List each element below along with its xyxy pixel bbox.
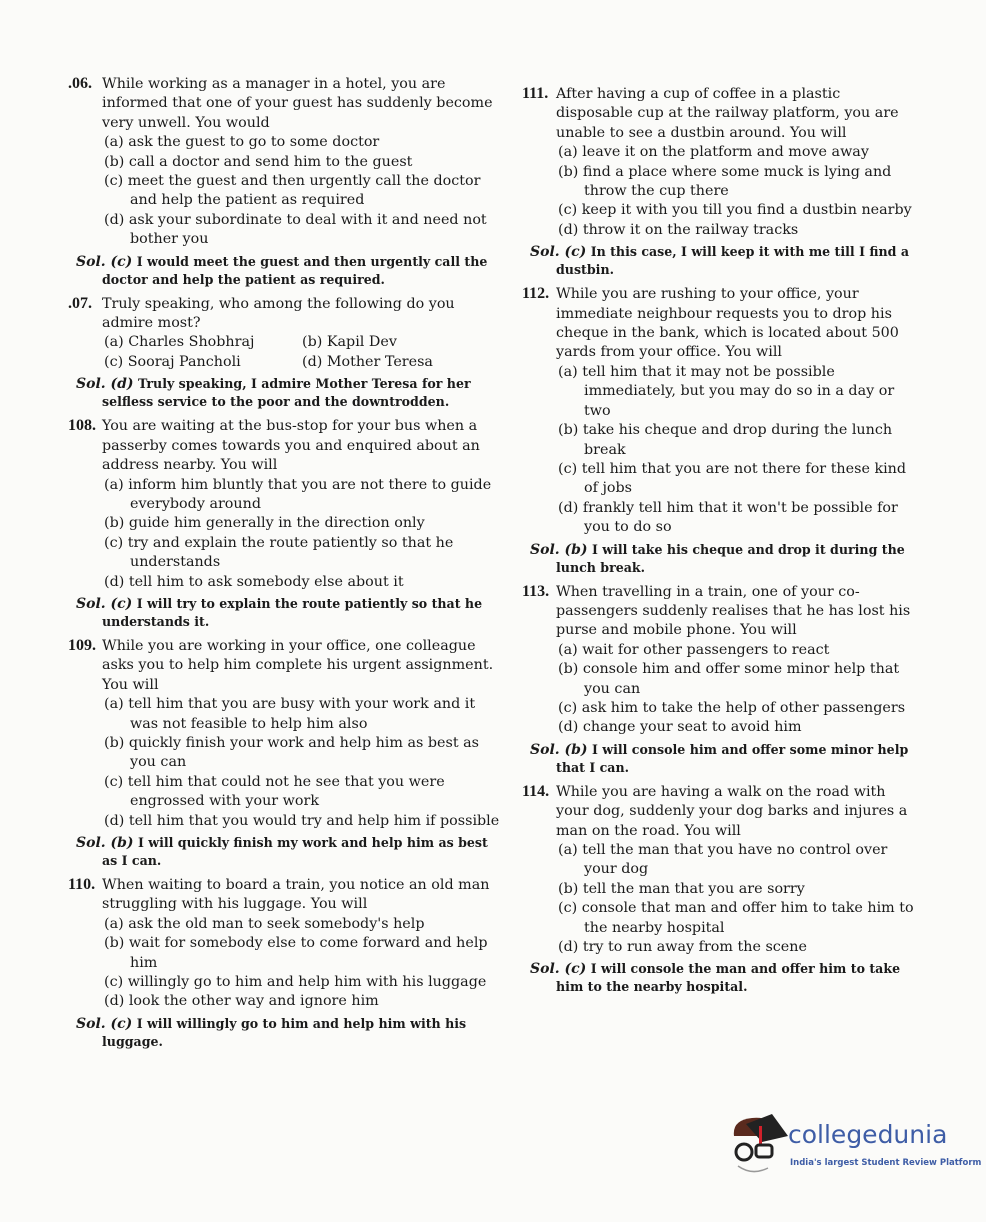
question-item	[68, 875, 500, 1050]
option: (a) leave it on the platform and move away	[558, 144, 869, 161]
option: (b) call a doctor and send him to the guest	[104, 153, 413, 170]
solution-key: Sol. (c)	[76, 1015, 133, 1032]
option: (d) change your seat to avoid him	[558, 719, 802, 736]
option: (d) tell him that you would try and help him if possible	[104, 812, 500, 829]
right-column	[522, 84, 914, 1001]
solution-text: I will willingly go to him and help him with his luggage.	[102, 1015, 467, 1049]
solution-text: Truly speaking, I admire Mother Teresa for her selfless service to the poor and the downtrodden.	[102, 376, 471, 410]
option: (c) keep it with you till you find a dustbin nearby	[558, 202, 912, 219]
option: (a) ask the guest to go to some doctor	[104, 134, 380, 151]
option: (a) wait for other passengers to react	[558, 641, 830, 658]
option: (b) quickly finish your work and help him as best as you can	[104, 734, 479, 771]
option: (b) Kapil Dev	[302, 334, 397, 351]
option: (c) meet the guest and then urgently call the doctor and help the patient as required	[104, 173, 481, 209]
question-stem	[68, 416, 500, 475]
option: (a) ask the old man to seek somebody's help	[104, 915, 425, 932]
solution-text: I will take his cheque and drop it during the lunch break.	[556, 541, 905, 575]
mascot-icon	[728, 1114, 792, 1184]
question-item	[68, 294, 500, 411]
question-stem	[522, 284, 914, 363]
question-text: While you are having a walk on the road with your dog, suddenly your dog barks and injures a man on the road. You will	[556, 783, 908, 839]
question-item	[522, 284, 914, 575]
option: (b) console him and offer some minor help that you can	[558, 661, 900, 697]
question-stem	[68, 636, 500, 695]
solution-text: I would meet the guest and then urgently call the doctor and help the patient as required.	[102, 253, 488, 287]
option: (c) tell him that you are not there for these kind of jobs	[558, 460, 907, 497]
question-text: While you are working in your office, one colleague asks you to help him complete his urgent assignment. You will	[102, 637, 494, 693]
question-stem	[522, 582, 914, 641]
option: (d) throw it on the railway tracks	[558, 221, 799, 238]
brand-name: collegedunia	[788, 1120, 948, 1149]
option: (a) Charles Shobhraj	[104, 334, 255, 351]
solution-key: Sol. (b)	[530, 741, 588, 758]
question-text: When waiting to board a train, you notice an old man struggling with his luggage. You will	[102, 877, 490, 913]
question-number: .06.	[68, 75, 92, 92]
solution	[530, 960, 914, 995]
collegedunia-logo	[728, 1114, 982, 1184]
option: (c) ask him to take the help of other passengers	[558, 699, 906, 716]
option: (c) console that man and offer him to take him to the nearby hospital	[558, 900, 914, 936]
option: (d) Mother Teresa	[302, 353, 433, 370]
option: (b) find a place where some muck is lying and throw the cup there	[558, 163, 892, 200]
option: (c) Sooraj Pancholi	[104, 353, 241, 370]
brand-tagline: India's largest Student Review Platform	[790, 1158, 982, 1168]
solution-text: I will try to explain the route patiently so that he understands it.	[102, 595, 483, 629]
question-number: .07.	[68, 294, 92, 312]
option: (d) tell him to ask somebody else about it	[104, 573, 404, 590]
question-item	[522, 782, 914, 996]
option: (b) tell the man that you are sorry	[558, 880, 805, 897]
option: (d) frankly tell him that it won't be possible for you to do so	[558, 499, 898, 536]
solution	[530, 243, 914, 278]
solution-key: Sol. (c)	[76, 253, 133, 270]
option: (b) guide him generally in the direction only	[104, 515, 425, 532]
question-text: You are waiting at the bus-stop for your bus when a passerby comes towards you and enquired about an address nearby. You will	[102, 418, 480, 474]
option: (d) try to run away from the scene	[558, 939, 807, 956]
solution-text: In this case, I will keep it with me till I find a dustbin.	[556, 244, 910, 278]
question-number: 114.	[522, 782, 550, 800]
question-number: 113.	[522, 582, 550, 600]
option: (b) take his cheque and drop during the lunch break	[558, 422, 893, 458]
left-column	[68, 74, 500, 1056]
question-stem	[522, 84, 914, 143]
question-text: When travelling in a train, one of your co-passengers suddenly realises that he has lost his purse and mobile phone. You will	[556, 583, 911, 639]
solution	[76, 253, 500, 288]
question-number: 109.	[68, 636, 96, 654]
question-stem	[522, 782, 914, 841]
question-stem	[68, 294, 500, 334]
solution-key: Sol. (b)	[530, 541, 588, 558]
question-number: 112.	[522, 285, 550, 303]
solution-key: Sol. (c)	[76, 595, 133, 612]
solution	[76, 1015, 500, 1050]
question-text: Truly speaking, who among the following do you admire most?	[102, 295, 455, 332]
solution-key: Sol. (b)	[76, 835, 134, 851]
question-number: 108.	[68, 417, 96, 435]
solution-text: I will console him and offer some minor help that I can.	[556, 741, 909, 775]
question-item	[522, 582, 914, 776]
question-stem	[68, 74, 500, 133]
solution-key: Sol. (c)	[530, 244, 587, 261]
option: (a) tell him that you are busy with your work and it was not feasible to help him also	[104, 696, 476, 732]
question-item	[522, 84, 914, 278]
option: (a) tell him that it may not be possible immediately, but you may do so in a day or two	[558, 363, 895, 419]
option: (c) tell him that could not he see that you were engrossed with your work	[104, 773, 445, 810]
question-item	[68, 74, 500, 288]
option: (b) wait for somebody else to come forward and help him	[104, 935, 488, 971]
solution-key: Sol. (d)	[76, 376, 134, 393]
question-text: After having a cup of coffee in a plastic disposable cup at the railway platform, you are unable to see a dustbin around. You will	[556, 86, 899, 141]
option: (a) inform him bluntly that you are not there to guide everybody around	[104, 476, 492, 512]
question-item	[68, 636, 500, 869]
solution-key: Sol. (c)	[530, 961, 587, 978]
options-grid	[68, 333, 500, 372]
question-item	[68, 416, 500, 630]
option: (c) try and explain the route patiently so that he understands	[104, 534, 454, 571]
question-stem	[68, 875, 500, 915]
solution	[530, 741, 914, 776]
option: (d) look the other way and ignore him	[104, 993, 379, 1010]
solution	[530, 541, 914, 576]
option: (a) tell the man that you have no control over your dog	[558, 842, 888, 878]
solution	[76, 375, 500, 410]
question-text: While working as a manager in a hotel, you are informed that one of your guest has suddenly become very unwell. You would	[102, 76, 493, 131]
question-number: 111.	[522, 85, 549, 102]
option: (d) ask your subordinate to deal with it and need not bother you	[104, 211, 487, 248]
question-number: 110.	[68, 876, 96, 893]
option: (c) willingly go to him and help him with his luggage	[104, 974, 487, 991]
question-text: While you are rushing to your office, your immediate neighbour requests you to drop his cheque in the bank, which is located about 500 yards from your office. You will	[556, 286, 899, 361]
solution	[76, 834, 500, 869]
solution-text: I will console the man and offer him to take him to the nearby hospital.	[556, 961, 901, 995]
solution	[76, 595, 500, 630]
solution-text: I will quickly finish my work and help him as best as I can.	[102, 835, 488, 868]
